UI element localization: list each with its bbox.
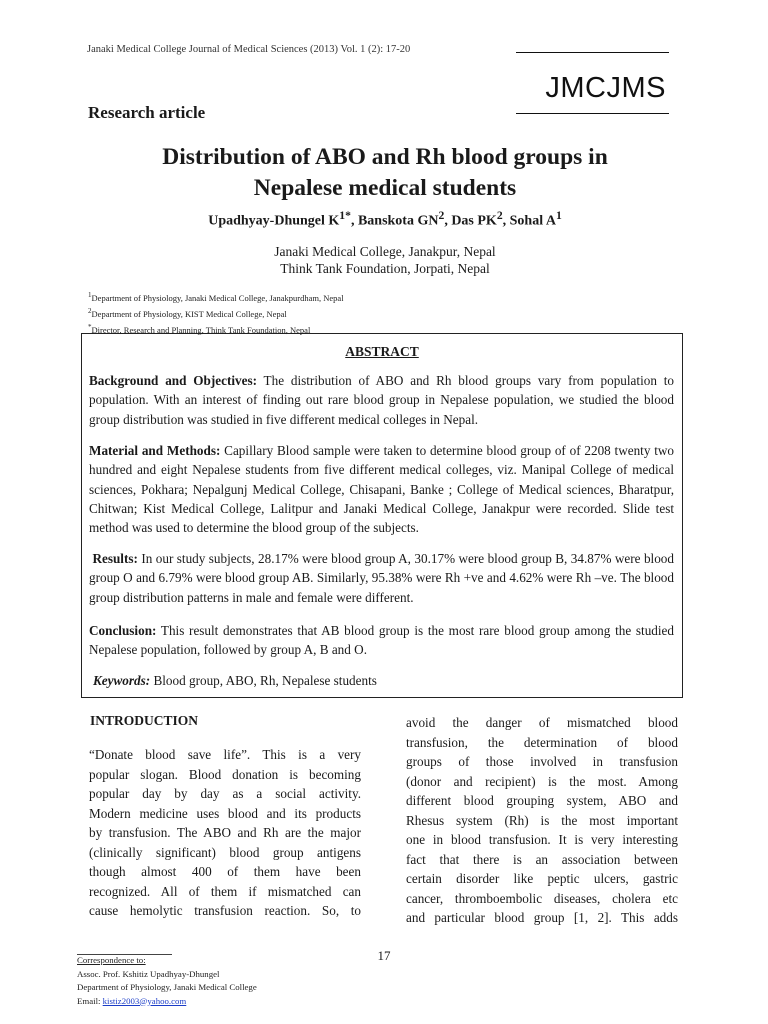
- text-line: Rhesus system (Rh) is the most important: [406, 812, 678, 828]
- background-label: Background and Objectives:: [89, 373, 257, 388]
- keywords-label: Keywords:: [93, 673, 151, 688]
- intro-left-column: [89, 745, 361, 921]
- footnote: $^1$Department of Physiology, Janaki Medical College, Janakpurdham, Nepal: [88, 291, 344, 303]
- abstract-conclusion: [89, 621, 674, 660]
- text-line: avoid the danger of mismatched blood: [406, 715, 678, 730]
- footnote: *Director, Research and Planning, Think Tank Foundation, Nepal: [88, 322, 311, 335]
- title-line-1: Distribution of ABO and Rh blood groups in: [162, 144, 608, 170]
- keywords-text: Blood group, ABO, Rh, Nepalese students: [150, 673, 377, 688]
- conclusion-text: This result demonstrates that AB blood group is the most rare blood group among the studied Nepalese population, followed by group A, B and O.: [89, 623, 674, 658]
- results-label: Results:: [92, 551, 138, 566]
- text-line: different blood grouping system, ABO and: [406, 793, 678, 808]
- author-sup: 2: [438, 209, 445, 222]
- background-text: The distribution of ABO and Rh blood groups vary from population to population. With an interest of finding out rare blood group in Nepalese population, we studied the blood group distribution was studied in five different medical colleges in Nepal.: [89, 373, 674, 427]
- author-name: Das PK: [451, 213, 497, 229]
- logo-rule-bottom: [516, 113, 669, 114]
- text-line: transfusion, the determination of blood: [406, 734, 678, 750]
- text-line: by transfusion. The ABO and Rh are the major: [89, 825, 361, 840]
- affiliation-footnotes: [88, 289, 344, 336]
- journal-citation: Janaki Medical College Journal of Medical Sciences (2013) Vol. 1 (2): 17-20: [87, 44, 411, 55]
- text-line: popular slogan. Blood donation is becoming: [89, 766, 361, 782]
- text-line: popular day by day as a social activity.: [89, 786, 361, 801]
- author-sup: 1*: [339, 209, 351, 222]
- affiliation-line: Janaki Medical College, Janakpur, Nepal: [274, 244, 496, 259]
- results-text: In our study subjects, 28.17% were blood group A, 30.17% were blood group B, 34.87% were blood group O and 6.79% were blood group AB. Similarly, 95.38% were Rh +ve and 4.62% were Rh –ve. The blood group distribution patterns in male and female were different.: [89, 551, 674, 605]
- text-line: and particular blood group [1, 2]. This adds: [406, 910, 678, 925]
- title-line-2: Nepalese medical students: [253, 175, 517, 201]
- abstract-heading: ABSTRACT: [345, 344, 419, 359]
- correspondence-label: Correspondence to:: [77, 955, 146, 965]
- email-link[interactable]: kistiz2003@yahoo.com: [102, 995, 187, 1006]
- author-sup: 1: [555, 209, 562, 222]
- text-line: (donor and recipient) is the most. Among: [406, 773, 678, 789]
- methods-label: Material and Methods:: [89, 443, 221, 458]
- author-list: Upadhyay-Dhungel $K^{1*}$, Banskota $GN^2$, Das $PK^2$, Sohal $A^1$: [208, 209, 562, 229]
- article-type: Research article: [88, 103, 206, 122]
- logo-rule-top: [516, 52, 669, 53]
- author-name: Banskota GN: [357, 213, 439, 229]
- author-sup: 2: [496, 209, 503, 222]
- introduction-heading: INTRODUCTION: [90, 713, 199, 728]
- paper-title: [80, 142, 690, 204]
- text-line: “Donate blood save life”. This is a very: [89, 747, 361, 762]
- conclusion-label: Conclusion:: [89, 623, 157, 638]
- abstract-results: [89, 549, 674, 607]
- text-line: recognized. All of them if mismatched can: [89, 883, 361, 899]
- intro-right-column: [406, 713, 678, 928]
- abstract-background: [89, 371, 674, 429]
- text-line: cancer, thromboembolic diseases, cholera etc: [406, 890, 678, 906]
- journal-logo: JMCJMS: [545, 72, 666, 104]
- affiliation-line: Think Tank Foundation, Jorpati, Nepal: [280, 261, 490, 276]
- text-line: cause hemolytic transfusion reaction. So, to: [89, 903, 361, 918]
- page-number: 17: [377, 948, 391, 963]
- abstract-keywords: [93, 671, 678, 690]
- author-name: Sohal A: [509, 213, 556, 229]
- correspondence-dept: Department of Physiology, Janaki Medical College: [77, 982, 257, 992]
- correspondence-email-line: [77, 995, 257, 1009]
- text-line: certain disorder like peptic ulcers, gastric: [406, 871, 678, 886]
- correspondence-name: Assoc. Prof. Kshitiz Upadhyay-Dhungel: [77, 968, 220, 979]
- text-line: (clinically significant) blood group antigens: [89, 844, 361, 860]
- text-line: one in blood transfusion. It is very interesting: [406, 832, 678, 847]
- footnote: $^2$Department of Physiology, KIST Medical College, Nepal: [88, 306, 287, 319]
- correspondence-block: [77, 954, 257, 1008]
- methods-text: Capillary Blood sample were taken to determine blood group of of 2208 twenty two hundred and eight Nepalese students from five different medical colleges, viz. Manipal College of medical sciences, Pokhara; Nepalgunj Medical College, Chisapani, Banke ; College of Medical sciences, Bharatpur, Chitwan; Kist Medical College, Lalitpur and Janaki Medical College, Janakpur were recorded. Slide test method was used to determine the blood group of the subjects.: [89, 443, 674, 536]
- text-line: fact that there is an association between: [406, 851, 678, 867]
- text-line: though almost 400 of them have been: [89, 864, 361, 879]
- author-name: Upadhyay-Dhungel K: [208, 213, 340, 229]
- email-label: Email:: [77, 995, 103, 1006]
- abstract-methods: [89, 441, 674, 537]
- text-line: groups of those involved in transfusion: [406, 754, 678, 769]
- text-line: Modern medicine uses blood and its products: [89, 805, 361, 821]
